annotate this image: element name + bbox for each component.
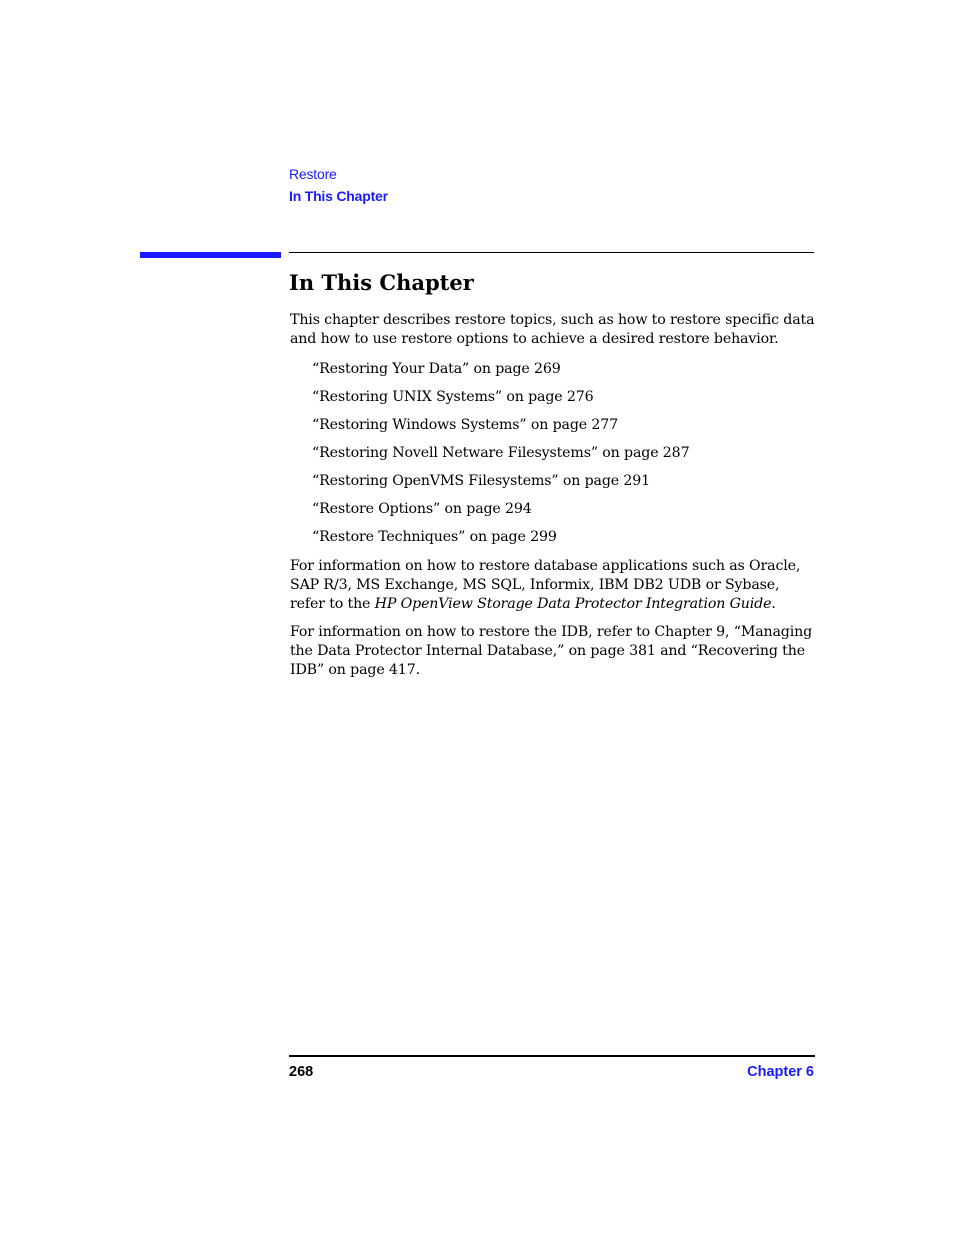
integration-guide-title: HP OpenView Storage Data Protector Integration Guide [374,596,772,612]
database-info-end: . [771,596,776,612]
intro-paragraph: This chapter describes restore topics, such as how to restore specific data and how to use restore options to achieve a desired restore behavior. [290,312,815,347]
topic-link-restore-options[interactable]: “Restore Options” on page 294 [312,501,532,517]
heading-rule [289,252,814,253]
page-number: 268 [289,1064,314,1080]
topic-link-restoring-windows-systems[interactable]: “Restoring Windows Systems” on page 277 [312,417,619,433]
database-info-text: For information on how to restore database applications such as Oracle, SAP R/3, MS Exchange, MS SQL, Informix, IBM DB2 UDB or Sybase, refer to the [290,558,801,612]
idb-info-paragraph: For information on how to restore the IDB, refer to Chapter 9, “Managing the Data Protector Internal Database,” on page 381 and “Recovering the IDB” on page 417. [290,624,813,678]
topic-link-restoring-your-data[interactable]: “Restoring Your Data” on page 269 [312,361,561,377]
chapter-accent-bar [140,252,281,258]
topic-link-restoring-novell-netware[interactable]: “Restoring Novell Netware Filesystems” on page 287 [312,445,690,461]
topic-list [312,360,689,556]
page-title: In This Chapter [289,270,474,295]
footer-rule [289,1055,815,1057]
footer-chapter-label: Chapter 6 [747,1064,814,1080]
topic-link-restore-techniques[interactable]: “Restore Techniques” on page 299 [312,529,557,545]
database-info-paragraph [290,557,815,614]
running-head-section: Restore [289,166,337,182]
running-head-chapter: In This Chapter [289,188,388,204]
topic-link-restoring-openvms[interactable]: “Restoring OpenVMS Filesystems” on page 291 [312,473,650,489]
topic-link-restoring-unix-systems[interactable]: “Restoring UNIX Systems” on page 276 [312,389,594,405]
